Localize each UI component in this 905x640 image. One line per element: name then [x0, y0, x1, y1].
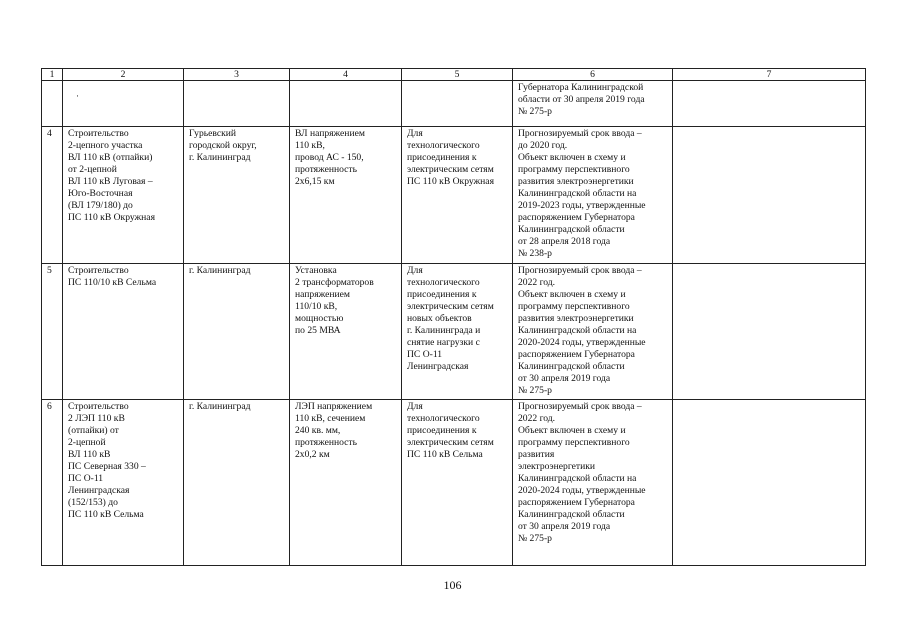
cell-object — [63, 81, 184, 127]
cell-parameters: ЛЭП напряжением 110 кВ, сечением 240 кв. мм, протяженность 2х0,2 км — [290, 400, 402, 566]
header-col-7: 7 — [673, 69, 866, 81]
cell-notes: Прогнозируемый срок ввода – 2022 год. Объект включен в схему и программу перспективного развития электроэнергетики Калининградской области на 2020-2024 годы, утвержденные распоряжением Губернатора Калининградской области от 30 апреля 2019 года № 275-р — [513, 400, 673, 566]
scan-mark: · — [76, 91, 79, 101]
cell-purpose: Для технологического присоединения к электрическим сетям ПС 110 кВ Окружная — [402, 127, 513, 264]
cell-num: 4 — [42, 127, 63, 264]
cell-parameters: Установка 2 трансформаторов напряжением 110/10 кВ, мощностью по 25 МВА — [290, 264, 402, 400]
header-col-6: 6 — [513, 69, 673, 81]
cell-num: 5 — [42, 264, 63, 400]
cell-location — [184, 81, 290, 127]
cell-extra — [673, 400, 866, 566]
page-number: 106 — [443, 578, 462, 592]
cell-location: г. Калининград — [184, 400, 290, 566]
cell-notes: Прогнозируемый срок ввода – 2022 год. Объект включен в схему и программу перспективного развития электроэнергетики Калининградской области на 2020-2024 годы, утвержденные распоряжением Губернатора Калининградской области от 30 апреля 2019 года № 275-р — [513, 264, 673, 400]
cell-location: Гурьевский городской округ, г. Калининград — [184, 127, 290, 264]
cell-purpose — [402, 81, 513, 127]
header-col-2: 2 — [63, 69, 184, 81]
table-row — [42, 127, 866, 264]
cell-notes: Прогнозируемый срок ввода – до 2020 год. Объект включен в схему и программу перспективного развития электроэнергетики Калининградской области на 2019-2023 годы, утвержденные распоряжением Губернатора Калининградской области от 28 апреля 2018 года № 238-р — [513, 127, 673, 264]
cell-parameters: ВЛ напряжением 110 кВ, провод АС - 150, протяженность 2х6,15 км — [290, 127, 402, 264]
cell-num: 6 — [42, 400, 63, 566]
cell-purpose: Для технологического присоединения к электрическим сетям ПС 110 кВ Сельма — [402, 400, 513, 566]
cell-notes: Губернатора Калининградской области от 30 апреля 2019 года № 275-р — [513, 81, 673, 127]
table-row — [42, 264, 866, 400]
cell-object: Строительство 2 ЛЭП 110 кВ (отпайки) от 2-цепной ВЛ 110 кВ ПС Северная 330 – ПС О-11 Ленинградская (152/153) до ПС 110 кВ Сельма — [63, 400, 184, 566]
header-row — [42, 69, 866, 81]
cell-object: Строительство 2-цепного участка ВЛ 110 кВ (отпайки) от 2-цепной ВЛ 110 кВ Луговая – Юго-Восточная (ВЛ 179/180) до ПС 110 кВ Окружная — [63, 127, 184, 264]
header-col-5: 5 — [402, 69, 513, 81]
table-row — [42, 400, 866, 566]
cell-extra — [673, 264, 866, 400]
header-col-4: 4 — [290, 69, 402, 81]
header-col-3: 3 — [184, 69, 290, 81]
cell-object: Строительство ПС 110/10 кВ Сельма — [63, 264, 184, 400]
projects-table — [41, 68, 866, 566]
cell-location: г. Калининград — [184, 264, 290, 400]
header-col-1: 1 — [42, 69, 63, 81]
cell-num — [42, 81, 63, 127]
cell-extra — [673, 127, 866, 264]
cell-parameters — [290, 81, 402, 127]
cell-purpose: Для технологического присоединения к электрическим сетям новых объектов г. Калининграда и снятие нагрузки с ПС О-11 Ленинградская — [402, 264, 513, 400]
cell-extra — [673, 81, 866, 127]
table-row-continuation — [42, 81, 866, 127]
